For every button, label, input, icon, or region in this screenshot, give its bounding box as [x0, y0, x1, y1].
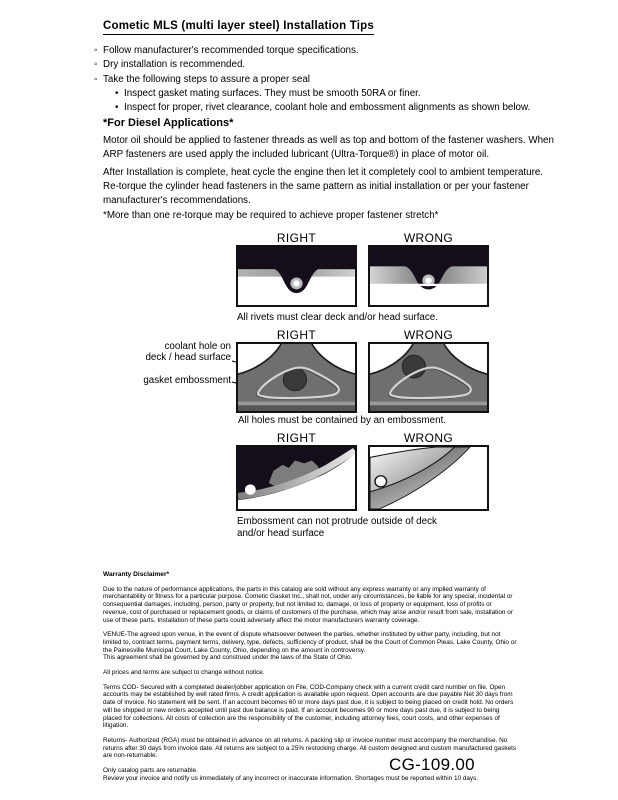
diagram-right-column — [236, 431, 357, 511]
bullet-item — [94, 58, 606, 72]
rivet-wrong-image — [368, 245, 489, 307]
diesel-paragraph-1: Motor oil should be applied to fastener threads as well as top and bottom of the fastener washers. When ARP fasteners are used apply the included lubricant (Ultra-Torque®) in place of motor oil. — [103, 135, 554, 160]
coolant-hole-icon — [402, 355, 425, 378]
bullet-text: Take the following steps to assure a proper seal — [103, 73, 310, 85]
retorque-note: *More than one re-torque may be required to achieve proper fastener stretch* — [103, 210, 439, 221]
annotation-line: deck / head surface — [145, 351, 231, 363]
bolt-hole-icon — [245, 484, 256, 494]
right-label: RIGHT — [276, 231, 317, 245]
bullet-icon: ◦ — [94, 73, 98, 85]
bullet-text: Follow manufacturer's recommended torque specifications. — [103, 45, 359, 56]
deck-strip-dark — [238, 405, 355, 411]
diagram-row-holes — [236, 328, 489, 413]
diagram-wrong-column — [368, 328, 489, 413]
dot-bullet-icon: • — [115, 102, 119, 114]
diesel-paragraph-2: After Installation is complete, heat cycle the engine then let it completely cool to ambient temperature. Re-torque the cylinder head fasteners in the same pattern as initial installation or per your fastener manufacturer's recommendations. — [103, 167, 544, 206]
bolt-hole-icon — [375, 476, 387, 487]
diagram-right-column — [236, 328, 357, 413]
rivet-caption: All rivets must clear deck and/or head surface. — [237, 312, 438, 323]
sub-bullet-item — [115, 101, 606, 115]
protrusion-caption — [237, 516, 437, 539]
rivet-center-icon — [425, 277, 431, 283]
governing-law-line: This agreement shall be governed by and construed under the laws of the State of Ohio. — [103, 654, 353, 662]
diesel-applications-heading: *For Diesel Applications* — [103, 117, 234, 129]
page-title: Cometic MLS (multi layer steel) Installation Tips — [103, 20, 374, 35]
diagram-right-column — [236, 231, 357, 307]
right-label: RIGHT — [276, 328, 317, 342]
warranty-heading: Warranty Disclaimer* — [103, 571, 170, 578]
invoice-review-line: Review your invoice and notify us immediately of any incorrect or inaccurate information. Shortages must be reported within 10 days. — [103, 774, 479, 782]
rivet-right-image — [236, 245, 357, 307]
terms-paragraph: Terms COD- Secured with a completed dealer/jobber application on File, COD-Company check with a current credit card number on file. Open accounts may be established by well rated firms. A credit application is available upon request. Open accounts are due payable Net 30 days from date of invoice. No statement will be sent. If an account becomes 60 or more days past due, it is subject to being placed on credit hold. No orders will be shipped or new orders accepted until past due balance is paid. If an account becomes 90 or more days past due, it is subject to being placed for collections. All costs of collection are the responsibility of the customer, including attorney fees, court costs, and other expenses of litigation. — [103, 683, 514, 730]
diagram-row-protrusion — [236, 431, 489, 511]
deck-strip-light — [238, 402, 355, 406]
diagram-wrong-column — [368, 431, 489, 511]
deck-strip-dark — [370, 405, 487, 411]
deck-line-through-rivet — [370, 284, 487, 286]
right-label: RIGHT — [276, 431, 317, 445]
prices-line: All prices and terms are subject to change without notice. — [103, 669, 265, 677]
bullet-icon: ◦ — [94, 59, 98, 71]
deck-strip-light — [370, 402, 487, 406]
bullet-item — [94, 44, 606, 58]
diagram-wrong-column — [368, 231, 489, 307]
tips-bullet-list — [94, 44, 606, 115]
dot-bullet-icon: • — [115, 87, 119, 99]
gasket-embossment-annotation: gasket embossment — [143, 375, 231, 386]
sub-bullet-text: Inspect gasket mating surfaces. They must be smooth 50RA or finer. — [124, 87, 421, 99]
caption-line: Embossment can not protrude outside of deck — [237, 516, 437, 527]
bullet-item — [94, 73, 606, 87]
wrong-label: WRONG — [403, 431, 454, 445]
warranty-paragraph: Due to the nature of performance applications, the parts in this catalog are sold without any express warranty or any implied warranty of merchantability or fitness for a particular purpose. Cometic Gasket Inc., shall not, under any circumstances, be liable for any special, incidental or consequential damages, including, person, party or property, but not limited to, damage, or loss of property or equipment, loss of profits or revenue, cost of purchased or replacement goods, or claims of customers of the purchase, which may arise and/or result from sale, installation or use of these parts. Installation of these parts could adversely affect the motor manufacturers warranty coverage. — [103, 585, 513, 624]
catalog-parts-line: Only catalog parts are returnable. — [103, 767, 198, 775]
wrong-label: WRONG — [403, 231, 454, 245]
annotation-line: coolant hole on — [164, 341, 231, 352]
page-code: CG-109.00 — [389, 755, 475, 774]
bullet-text: Dry installation is recommended. — [103, 59, 246, 71]
diagram-row-rivets — [236, 231, 489, 307]
holes-caption: All holes must be contained by an embossment. — [238, 415, 447, 426]
protrusion-wrong-image — [368, 445, 489, 511]
caption-line: and/or head surface — [237, 527, 325, 539]
bullet-icon: ◦ — [94, 45, 98, 56]
embossment-right-image — [236, 342, 357, 413]
venue-paragraph: VENUE-The agreed upon venue, in the event of dispute whatsoever between the parties, whether instituted by either party, including, but not limited to, contract terms, payment terms, delivery, type, defects, sufficiency of product, shall be the Court of Common Pleas, Lake County, Ohio or the Painesville Municipal Court, Lake County, Ohio, depending on the amount in controversy. — [103, 631, 517, 654]
wrong-label: WRONG — [403, 328, 454, 342]
rivet-center-icon — [293, 280, 299, 286]
sub-bullet-item — [115, 87, 606, 101]
sub-bullet-text: Inspect for proper, rivet clearance, coolant hole and embossment alignments as shown below. — [124, 102, 531, 114]
protrusion-right-image — [236, 445, 357, 511]
warranty-disclaimer — [103, 571, 517, 782]
embossment-wrong-image — [368, 342, 489, 413]
returns-paragraph: Returns- Authorized (RGA) must be obtained in advance on all returns. A packing slip or invoice number must accompany the merchandise. No returns after 30 days from invoice date. All returns are subject to a 25% restocking charge. All custom designed and custom manufactured gaskets are non-returnable. — [103, 736, 517, 760]
